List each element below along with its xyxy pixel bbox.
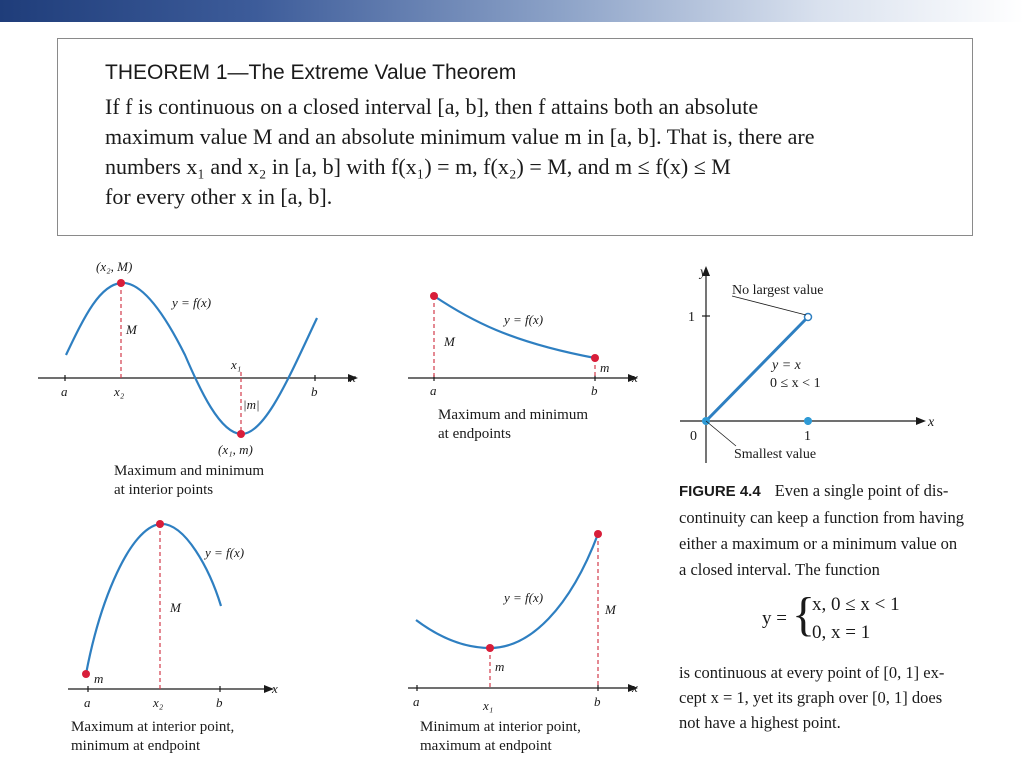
y-tick-1: 1 bbox=[688, 310, 695, 325]
max-point bbox=[156, 520, 164, 528]
max-point bbox=[594, 530, 602, 538]
function-label: y = f(x) bbox=[504, 590, 544, 605]
m-label: m bbox=[94, 671, 104, 686]
theorem-title: THEOREM 1—The Extreme Value Theorem bbox=[105, 61, 517, 84]
discontinuity-point bbox=[804, 417, 812, 425]
figure-caption bbox=[679, 478, 1019, 583]
caption-line: at interior points bbox=[114, 482, 214, 498]
axis-a: a bbox=[430, 383, 437, 398]
graph4-caption bbox=[420, 718, 581, 756]
theorem-line: numbers x₁ and x₂ in [a, b] with f(x₁) = m, f(x₂) = M, and m ≤ f(x) ≤ M bbox=[105, 154, 731, 179]
axis-x1: x₁ bbox=[483, 698, 494, 713]
max-point bbox=[117, 279, 125, 287]
theorem-line: maximum value M and an absolute minimum value m in [a, b]. That is, there are bbox=[105, 124, 815, 149]
axis-a: a bbox=[413, 694, 420, 709]
figure-4-4-graph bbox=[670, 258, 960, 468]
min-point bbox=[82, 670, 90, 678]
min-point bbox=[486, 644, 494, 652]
func-label: y = x bbox=[772, 358, 801, 373]
piecewise-case-1: x, 0 ≤ x < 1 bbox=[812, 594, 900, 615]
caption-line: not have a highest point. bbox=[679, 713, 841, 732]
domain-label: 0 ≤ x < 1 bbox=[770, 376, 821, 391]
axis-x: x bbox=[632, 370, 638, 385]
caption-line: maximum at endpoint bbox=[420, 738, 552, 754]
leader-no-largest bbox=[732, 296, 806, 315]
M-label: M bbox=[170, 600, 181, 615]
min-point-label: (x₁, m) bbox=[218, 442, 253, 457]
caption-line: Even a single point of dis- bbox=[774, 481, 949, 500]
graph-interior-max bbox=[60, 510, 300, 710]
axis-x: x bbox=[272, 681, 278, 696]
graph2-caption bbox=[438, 406, 588, 444]
theorem-box bbox=[57, 38, 973, 236]
function-label: y = f(x) bbox=[205, 545, 245, 560]
x1-top-label: x₁ bbox=[231, 357, 242, 372]
graph1-caption bbox=[114, 462, 264, 500]
theorem-line: If f is continuous on a closed interval [a, b], then f attains both an absolute bbox=[105, 94, 759, 119]
piecewise-lhs: y = bbox=[762, 608, 787, 629]
axis-b: b bbox=[216, 695, 223, 710]
graph-interior-min bbox=[400, 522, 650, 722]
M-label: M bbox=[444, 334, 455, 349]
function-label: y = f(x) bbox=[504, 312, 544, 327]
axis-b: b bbox=[311, 384, 318, 399]
axis-x2: x₂ bbox=[153, 695, 164, 710]
graph3-caption bbox=[71, 718, 234, 756]
caption-line: Minimum at interior point, bbox=[420, 719, 581, 735]
min-point bbox=[591, 354, 599, 362]
slide-top-bar bbox=[0, 0, 1024, 22]
max-point-label: (x₂, M) bbox=[96, 259, 133, 274]
caption-line: Maximum and minimum bbox=[438, 407, 588, 423]
min-point bbox=[237, 430, 245, 438]
caption-line: continuity can keep a function from having bbox=[679, 508, 964, 527]
caption-line: Maximum at interior point, bbox=[71, 719, 235, 735]
caption-line: is continuous at every point of [0, 1] ex- bbox=[679, 663, 945, 682]
piecewise-case-2: 0, x = 1 bbox=[812, 622, 871, 643]
x-axis-arrow bbox=[916, 417, 926, 425]
max-point bbox=[430, 292, 438, 300]
caption-line: Maximum and minimum bbox=[114, 463, 264, 479]
brace-glyph: { bbox=[792, 588, 816, 641]
caption-line: at endpoints bbox=[438, 426, 511, 442]
m-label: m bbox=[495, 659, 505, 674]
axis-x: x bbox=[350, 370, 356, 385]
figure-caption-tail bbox=[679, 660, 944, 735]
M-label: M bbox=[126, 322, 137, 337]
no-largest-label: No largest value bbox=[732, 283, 824, 298]
axis-x2: x₂ bbox=[114, 384, 125, 399]
abs-m-label: |m| bbox=[243, 397, 260, 412]
y-axis-label: y bbox=[700, 265, 707, 280]
graph-endpoint-extrema bbox=[400, 280, 650, 405]
smallest-label: Smallest value bbox=[734, 447, 817, 462]
function-curve bbox=[86, 524, 221, 674]
axis-b: b bbox=[591, 383, 598, 398]
caption-line: minimum at endpoint bbox=[71, 738, 201, 754]
caption-line: either a maximum or a minimum value on bbox=[679, 534, 958, 553]
origin-label: 0 bbox=[690, 429, 697, 444]
axis-a: a bbox=[84, 695, 91, 710]
axis-a: a bbox=[61, 384, 68, 399]
theorem-line: for every other x in [a, b]. bbox=[105, 184, 333, 209]
piecewise-function bbox=[762, 590, 982, 648]
caption-line: cept x = 1, yet its graph over [0, 1] does bbox=[679, 688, 943, 707]
function-label: y = f(x) bbox=[172, 295, 212, 310]
x-tick-1: 1 bbox=[804, 429, 811, 444]
function-curve bbox=[434, 296, 595, 358]
x-axis-label: x bbox=[928, 415, 935, 430]
m-label: m bbox=[600, 360, 610, 375]
axis-x: x bbox=[632, 680, 638, 695]
caption-line: a closed interval. The function bbox=[679, 560, 880, 579]
M-label: M bbox=[605, 602, 616, 617]
leader-smallest bbox=[706, 421, 736, 446]
axis-b: b bbox=[594, 694, 601, 709]
figure-caption-title: FIGURE 4.4 bbox=[679, 483, 761, 500]
